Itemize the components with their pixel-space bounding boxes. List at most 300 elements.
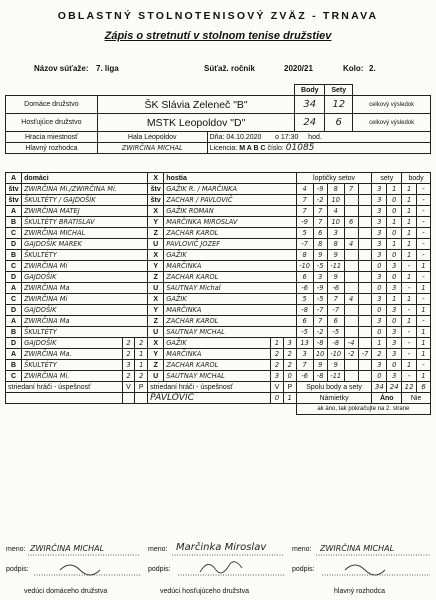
set-score: -7 <box>313 305 327 316</box>
guest-slot: štv <box>148 184 164 195</box>
home-slot: C <box>6 294 22 305</box>
guest-signature-scribble <box>200 562 242 573</box>
set-score: -9 <box>296 217 313 228</box>
subs-guest-name: PAVLOVIČ <box>148 393 271 404</box>
home-slot: D <box>6 272 22 283</box>
sum-home-sets: 12 <box>402 382 417 393</box>
points-home: 1 <box>402 206 417 217</box>
subs-p-head: P <box>135 382 148 393</box>
guest-team-label: Hosťujúce družstvo <box>6 114 98 132</box>
col-sets-head: sety <box>372 173 402 184</box>
points-home: - <box>402 261 417 272</box>
time-value: 17:30 <box>280 133 299 141</box>
set-score: 7 <box>296 206 313 217</box>
sub-match-row <box>6 349 431 360</box>
set-score: 7 <box>296 195 313 206</box>
date-value: 04.10.2020 <box>226 133 262 141</box>
set-score <box>358 316 372 327</box>
set-score: 7 <box>313 206 327 217</box>
points-guest: 1 <box>417 349 431 360</box>
subs-label-guest: striedaní hráči - úspešnosť <box>148 382 271 393</box>
col-x-head: X <box>148 173 164 184</box>
guest-slot: X <box>148 206 164 217</box>
set-score: -5 <box>296 327 313 338</box>
guest-player: ZACHAR KAROL <box>164 360 271 371</box>
guest-slot: U <box>148 283 164 294</box>
home-slot: D <box>6 305 22 316</box>
guest-slot: Y <box>148 261 164 272</box>
set-score: -10 <box>327 349 344 360</box>
points-home: 1 <box>402 239 417 250</box>
set-score: 4 <box>344 239 358 250</box>
home-slot: B <box>6 360 22 371</box>
points-guest: 1 <box>417 283 431 294</box>
points-home: 1 <box>402 316 417 327</box>
set-score: -2 <box>313 195 327 206</box>
home-slot: C <box>6 228 22 239</box>
set-score: -6 <box>296 283 313 294</box>
competition-label: Názov súťaže: <box>34 64 89 73</box>
round-value: 2. <box>369 64 376 73</box>
home-player: ZWIRČINA MICHAL <box>22 228 148 239</box>
home-slot: A <box>6 206 22 217</box>
points-home: 1 <box>402 184 417 195</box>
points-home: - <box>402 338 417 349</box>
set-score <box>358 338 372 349</box>
home-slot: D <box>6 338 22 349</box>
referee-signature-scribble <box>345 565 385 575</box>
set-score: 8 <box>313 239 327 250</box>
set-score: 6 <box>296 316 313 327</box>
subs-guest-v-head: V <box>271 382 284 393</box>
guest-slot: Y <box>148 217 164 228</box>
guest-p: 2 <box>283 349 296 360</box>
set-score: 5 <box>296 228 313 239</box>
guest-slot: Y <box>148 349 164 360</box>
sum-home-points: 34 <box>372 382 387 393</box>
guest-player: MARČINKA <box>164 305 296 316</box>
guest-p: 0 <box>283 371 296 382</box>
set-score: 6 <box>327 316 344 327</box>
guest-slot: X <box>148 250 164 261</box>
sub-match-row <box>6 371 431 382</box>
referee-label: Hlavný rozhodca <box>6 143 98 154</box>
sets-home: 3 <box>372 228 387 239</box>
document-title: Zápis o stretnutí v stolnom tenise družstiev <box>104 30 332 42</box>
set-score: 7 <box>296 360 313 371</box>
points-guest: - <box>417 228 431 239</box>
guest-leader-name: Marčinka Miroslav <box>176 542 267 553</box>
sets-guest: 3 <box>387 349 402 360</box>
set-score: -8 <box>327 338 344 349</box>
points-guest: 1 <box>417 327 431 338</box>
sum-label: Spolu body a sety <box>296 382 372 393</box>
guest-slot: Z <box>148 360 164 371</box>
referee-name-label: meno: <box>292 546 312 553</box>
licence-classes: M A B C <box>239 145 266 152</box>
set-score: 6 <box>296 272 313 283</box>
set-score: -7 <box>296 239 313 250</box>
sets-guest: 0 <box>387 272 402 283</box>
guest-v: 2 <box>271 349 284 360</box>
points-guest: 1 <box>417 261 431 272</box>
home-player: GAJDOŠÍK <box>22 338 122 349</box>
guest-player: GAŽIK ROMAN <box>164 206 296 217</box>
guest-player: GAŽIK <box>164 338 271 349</box>
remarks-note: ak áno, tak pokračujte na 2. strane <box>296 404 430 415</box>
points-guest: - <box>417 272 431 283</box>
home-player: ZWIRČINA Ma. <box>22 349 122 360</box>
match-row <box>6 272 431 283</box>
guest-slot: Y <box>148 305 164 316</box>
sets-home: 0 <box>372 305 387 316</box>
home-slot: A <box>6 283 22 294</box>
set-score: -6 <box>327 283 344 294</box>
guest-player: MARČINKA <box>164 349 271 360</box>
guest-points: 24 <box>295 114 325 132</box>
sets-guest: 3 <box>387 327 402 338</box>
sets-home: 0 <box>372 371 387 382</box>
set-score: 10 <box>327 195 344 206</box>
home-player: GAJDOŠÍK MAREK <box>22 239 148 250</box>
guest-player: GAŽIK <box>164 294 296 305</box>
points-home: - <box>402 283 417 294</box>
points-guest: - <box>417 360 431 371</box>
sets-home: 1 <box>372 338 387 349</box>
remarks-label: Námietky <box>296 393 372 404</box>
points-guest: 1 <box>417 305 431 316</box>
round-label: Kolo: <box>343 64 364 73</box>
sets-home: 3 <box>372 184 387 195</box>
set-score: 4 <box>296 184 313 195</box>
set-score: -7 <box>358 349 372 360</box>
subs-label: striedaní hráči - úspešnosť <box>6 382 123 393</box>
home-slot: B <box>6 250 22 261</box>
points-guest: 1 <box>417 371 431 382</box>
sets-guest: 3 <box>387 338 402 349</box>
set-score: -4 <box>344 338 358 349</box>
set-score: -8 <box>313 371 327 382</box>
sets-home: 3 <box>372 206 387 217</box>
sets-home: 0 <box>372 261 387 272</box>
subs-guest-p: 1 <box>283 393 296 404</box>
venue-value: Hala Leopoldov <box>97 132 207 143</box>
set-score: 3 <box>313 272 327 283</box>
match-row <box>6 283 431 294</box>
points-home: - <box>402 305 417 316</box>
set-score: 10 <box>327 217 344 228</box>
points-guest: - <box>417 184 431 195</box>
set-score: 9 <box>327 250 344 261</box>
home-slot: štv <box>6 184 22 195</box>
set-score: 6 <box>344 217 358 228</box>
set-score <box>344 316 358 327</box>
points-head: Body <box>295 85 325 96</box>
set-score: -5 <box>327 327 344 338</box>
sets-home: 3 <box>372 250 387 261</box>
sets-home: 3 <box>372 316 387 327</box>
set-score: 8 <box>327 239 344 250</box>
points-home: 1 <box>402 294 417 305</box>
guest-slot: Z <box>148 272 164 283</box>
guest-slot: štv <box>148 195 164 206</box>
set-score: 10 <box>313 349 327 360</box>
home-v: 2 <box>122 338 135 349</box>
points-home: 1 <box>402 228 417 239</box>
subs-guest-p-head: P <box>283 382 296 393</box>
set-score: -2 <box>344 349 358 360</box>
sets-home: 3 <box>372 360 387 371</box>
set-score: 4 <box>327 206 344 217</box>
sets-guest: 3 <box>387 283 402 294</box>
guest-p: 3 <box>283 338 296 349</box>
sets-guest: 1 <box>387 239 402 250</box>
guest-player: GAŽIK R. / MARČINKA <box>164 184 296 195</box>
home-slot: štv <box>6 195 22 206</box>
home-p: 2 <box>135 371 148 382</box>
number-label: číslo: <box>267 145 284 152</box>
match-row <box>6 239 431 250</box>
season-value: 2020/21 <box>284 64 313 73</box>
guest-player: SAUTNAY MICHAL <box>164 371 271 382</box>
set-score: 9 <box>313 250 327 261</box>
sets-home: 3 <box>372 294 387 305</box>
guest-slot: U <box>148 239 164 250</box>
set-score <box>344 206 358 217</box>
set-score: -7 <box>327 305 344 316</box>
match-row <box>6 327 431 338</box>
guest-player: ZACHAR KAROL <box>164 228 296 239</box>
set-score <box>358 305 372 316</box>
points-home: 1 <box>402 250 417 261</box>
sets-home: 2 <box>372 349 387 360</box>
remarks-no[interactable]: Nie <box>402 393 431 404</box>
points-guest: - <box>417 250 431 261</box>
matches-table <box>5 172 431 415</box>
set-score <box>344 360 358 371</box>
set-score <box>358 327 372 338</box>
set-score: 9 <box>327 272 344 283</box>
home-player: ŠKULTÉTY <box>22 360 122 371</box>
set-score: 7 <box>327 294 344 305</box>
set-score: 8 <box>327 184 344 195</box>
home-player: ŠKULTÉTY <box>22 327 148 338</box>
sets-guest: 0 <box>387 228 402 239</box>
home-leader-role: vedúci domáceho družstva <box>24 588 108 595</box>
match-row <box>6 217 431 228</box>
home-team-label: Domáce družstvo <box>6 96 98 114</box>
remarks-yes[interactable]: Áno <box>372 393 402 404</box>
sets-guest: 0 <box>387 316 402 327</box>
home-leader-name-label: meno: <box>6 546 26 553</box>
home-player: ŠKULTÉTY <box>22 250 148 261</box>
set-score <box>344 195 358 206</box>
points-guest: - <box>417 294 431 305</box>
set-score <box>358 184 372 195</box>
referee-role: hlavný rozhodca <box>334 588 385 595</box>
result-label-2: celkový výsledok <box>353 114 431 132</box>
set-score <box>344 305 358 316</box>
sets-guest: 0 <box>387 206 402 217</box>
col-points-head: body <box>402 173 431 184</box>
signature-lines <box>0 552 436 582</box>
home-player: ZWIRČINA Ma <box>22 316 148 327</box>
guest-player: PAVLOVIČ JOZEF <box>164 239 296 250</box>
points-home: - <box>402 327 417 338</box>
points-guest: - <box>417 316 431 327</box>
subs-guest-v: 0 <box>271 393 284 404</box>
set-score: 6 <box>313 228 327 239</box>
points-guest: - <box>417 195 431 206</box>
sum-guest-points: 24 <box>387 382 402 393</box>
col-home-head: domáci <box>22 173 148 184</box>
sets-home: 3 <box>372 272 387 283</box>
col-balls-head: loptičky setov <box>296 173 372 184</box>
sets-home: 0 <box>372 327 387 338</box>
guest-team-name: MSTK Leopoldov "D" <box>97 114 294 132</box>
set-score: 7 <box>313 316 327 327</box>
guest-sign-label: podpis: <box>148 566 171 573</box>
match-row <box>6 184 431 195</box>
season-label: Súťaž. ročník <box>204 64 255 73</box>
set-score: 3 <box>296 349 313 360</box>
home-slot: D <box>6 239 22 250</box>
match-row <box>6 305 431 316</box>
set-score: -2 <box>313 327 327 338</box>
home-player: ŠKULTÉTY BRATISLAV <box>22 217 148 228</box>
home-player: GAJDOŠÍK <box>22 272 148 283</box>
guest-player: ZACHAR / PAVLOVIČ <box>164 195 296 206</box>
referee-value: ZWIRČINA MICHAL <box>97 143 207 154</box>
home-sets: 12 <box>325 96 353 114</box>
home-v: 2 <box>122 371 135 382</box>
home-player: ZWIRČINA Ma <box>22 283 148 294</box>
home-v: 3 <box>122 360 135 371</box>
home-slot: B <box>6 217 22 228</box>
set-score <box>358 261 372 272</box>
home-p: 1 <box>135 360 148 371</box>
guest-v: 3 <box>271 371 284 382</box>
set-score <box>344 272 358 283</box>
guest-slot: X <box>148 294 164 305</box>
home-player: ZWIRČINA Mi./ZWIRČINA Mi. <box>22 184 148 195</box>
guest-v: 2 <box>271 360 284 371</box>
team-info-table <box>5 84 431 154</box>
points-guest: 1 <box>417 338 431 349</box>
home-player: GAJDOŠÍK <box>22 305 148 316</box>
home-sign-label: podpis: <box>6 566 29 573</box>
points-home: - <box>402 349 417 360</box>
time-prefix: o <box>275 133 279 141</box>
match-row <box>6 228 431 239</box>
home-player: ZWIRČINA Mi. <box>22 371 122 382</box>
set-score <box>358 217 372 228</box>
sub-match-row <box>6 338 431 349</box>
sets-guest: 3 <box>387 305 402 316</box>
set-score: -8 <box>296 305 313 316</box>
home-team-name: ŠK Slávia Zeleneč "B" <box>97 96 294 114</box>
set-score: 8 <box>296 250 313 261</box>
set-score <box>358 206 372 217</box>
set-score: 5 <box>296 294 313 305</box>
set-score: -11 <box>327 371 344 382</box>
guest-slot: Z <box>148 228 164 239</box>
guest-slot: X <box>148 338 164 349</box>
home-player: ZWIRČINA Mi <box>22 294 148 305</box>
venue-label: Hracia miestnosť <box>6 132 98 143</box>
guest-player: MARČINKA MIROSLAV <box>164 217 296 228</box>
set-score <box>358 283 372 294</box>
sum-guest-sets: 6 <box>417 382 431 393</box>
sets-guest: 1 <box>387 184 402 195</box>
match-row <box>6 261 431 272</box>
sets-guest: 3 <box>387 261 402 272</box>
home-slot: C <box>6 261 22 272</box>
home-slot: A <box>6 316 22 327</box>
sets-head: Sety <box>325 85 353 96</box>
sets-home: 0 <box>372 283 387 294</box>
guest-player: SAUTNAY MICHAL <box>164 327 296 338</box>
set-score <box>358 239 372 250</box>
match-row <box>6 316 431 327</box>
col-guest-head: hostia <box>164 173 296 184</box>
set-score: -9 <box>313 184 327 195</box>
subs-v-head: V <box>122 382 135 393</box>
sets-home: 3 <box>372 217 387 228</box>
licence-label: Licencia: <box>209 145 238 152</box>
col-a-head: A <box>6 173 22 184</box>
guest-slot: Z <box>148 316 164 327</box>
guest-player: SAUTNAY Michal <box>164 283 296 294</box>
set-score <box>358 272 372 283</box>
set-score: -6 <box>296 371 313 382</box>
home-player: ŠKULTÉTY / GAJDOŠÍK <box>22 195 148 206</box>
home-player: ZWIRČINA Mi <box>22 261 148 272</box>
set-score <box>344 283 358 294</box>
guest-player: MARČINKA <box>164 261 296 272</box>
set-score: -5 <box>313 294 327 305</box>
set-score <box>344 327 358 338</box>
home-v: 2 <box>122 349 135 360</box>
sets-guest: 1 <box>387 294 402 305</box>
guest-player: ZACHAR KAROL <box>164 316 296 327</box>
sets-guest: 3 <box>387 371 402 382</box>
sets-guest: 0 <box>387 195 402 206</box>
sets-guest: 0 <box>387 360 402 371</box>
guest-slot: U <box>148 327 164 338</box>
set-score: 13 <box>296 338 313 349</box>
sets-guest: 0 <box>387 250 402 261</box>
set-score: -9 <box>313 283 327 294</box>
set-score <box>344 371 358 382</box>
points-home: 1 <box>402 360 417 371</box>
set-score <box>358 294 372 305</box>
guest-sets: 6 <box>325 114 353 132</box>
home-p: 2 <box>135 338 148 349</box>
set-score: -8 <box>313 338 327 349</box>
home-player: ZWIRČINA MATEJ <box>22 206 148 217</box>
time-suffix: hod. <box>308 133 322 141</box>
guest-leader-role: vedúci hosťujúceho družstva <box>160 588 250 595</box>
points-home: - <box>402 371 417 382</box>
match-row <box>6 294 431 305</box>
set-score <box>358 371 372 382</box>
points-home: 1 <box>402 217 417 228</box>
guest-slot: U <box>148 371 164 382</box>
guest-v: 1 <box>271 338 284 349</box>
competition-value: 7. liga <box>96 64 119 73</box>
federation-title: OBLASTNÝ STOLNOTENISOVÝ ZVÄZ - TRNAVA <box>57 10 379 22</box>
